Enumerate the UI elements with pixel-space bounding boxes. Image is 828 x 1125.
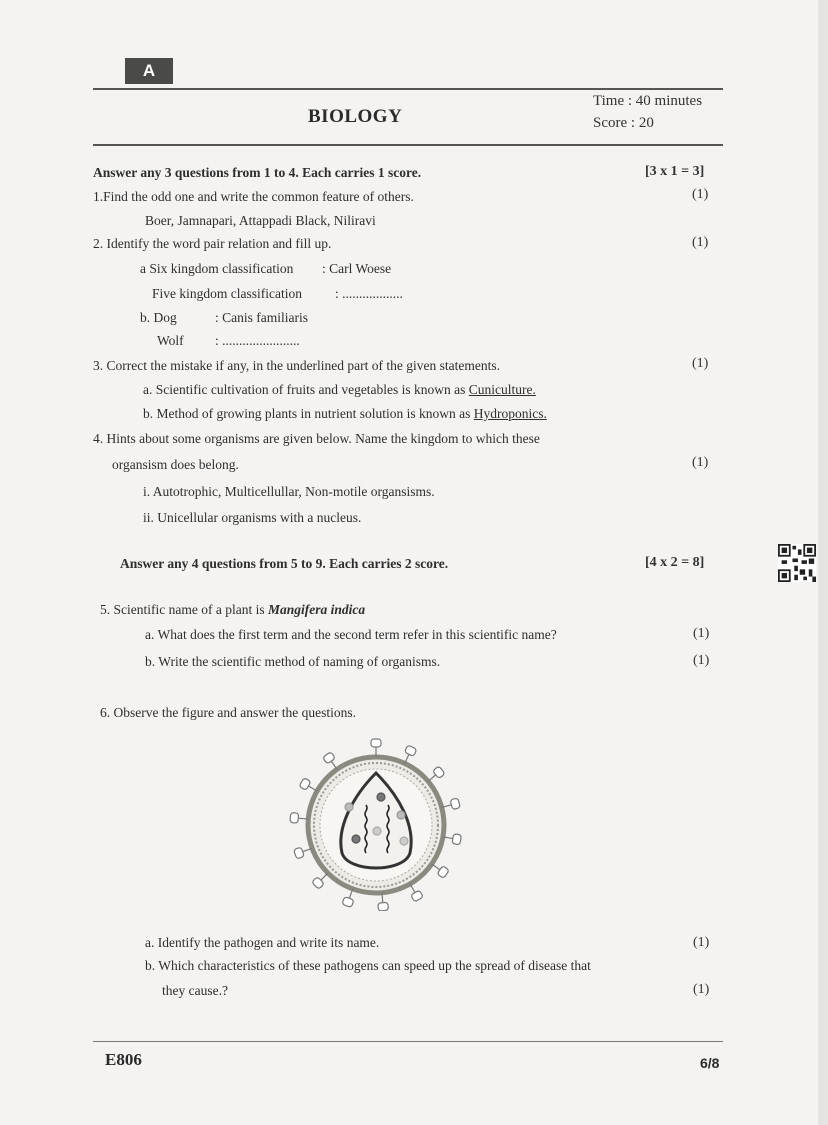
question-2: 2. Identify the word pair relation and fill up. — [93, 236, 332, 251]
pair-b2-left: Wolf — [157, 333, 184, 348]
section2-instruction: Answer any 4 questions from 5 to 9. Each carries 2 score. — [120, 556, 449, 571]
pair-a2-right: : .................. — [335, 286, 403, 301]
question-1: 1.Find the odd one and write the common feature of others. — [93, 189, 414, 204]
question-4-item-i: i. Autotrophic, Multicellullar, Non-motile organsisms. — [143, 484, 435, 499]
header-bottom-rule — [93, 144, 723, 146]
question-3b-text: b. Method of growing plants in nutrient solution is known as — [143, 406, 474, 421]
pair-a-left: a Six kingdom classification — [140, 261, 294, 276]
header-top-rule — [93, 88, 723, 90]
pair-b2-right: : ....................... — [215, 333, 300, 348]
question-4-mark: (1) — [692, 455, 709, 470]
page-number: 6/8 — [700, 1055, 720, 1071]
pair-b-left: b. Dog — [140, 310, 177, 325]
question-6b-line2: they cause.? — [162, 983, 228, 998]
question-6b-mark: (1) — [693, 982, 710, 997]
question-5 — [100, 602, 365, 618]
question-5b-mark: (1) — [693, 653, 710, 668]
question-4-line2: organsism does belong. — [112, 457, 239, 472]
question-2-mark: (1) — [692, 235, 709, 250]
time-label: Time : 40 minutes — [593, 93, 703, 109]
pair-b-right: : Canis familiaris — [215, 310, 308, 325]
question-4-item-ii: ii. Unicellular organisms with a nucleus. — [143, 510, 362, 525]
set-code-badge: A — [125, 58, 173, 84]
question-5a: a. What does the first term and the second term refer in this scientific name? — [145, 627, 557, 642]
question-3: 3. Correct the mistake if any, in the underlined part of the given statements. — [93, 358, 501, 373]
question-3b-underlined: Hydroponics. — [473, 406, 547, 421]
question-3a-text: a. Scientific cultivation of fruits and vegetables is known as — [143, 382, 469, 397]
question-5-text: 5. Scientific name of a plant is — [100, 602, 268, 617]
question-6: 6. Observe the figure and answer the questions. — [100, 705, 357, 720]
pair-a-right: : Carl Woese — [322, 261, 392, 276]
question-3a-underlined: Cuniculture. — [468, 382, 536, 397]
question-3a — [143, 382, 536, 398]
paper-code: E806 — [105, 1050, 142, 1069]
page-edge — [818, 0, 828, 1125]
scientific-name: Mangifera indica — [267, 602, 366, 617]
question-3-mark: (1) — [692, 356, 709, 371]
virus-diagram — [288, 735, 464, 911]
question-6a-mark: (1) — [693, 935, 710, 950]
footer-rule — [93, 1041, 723, 1042]
section2-marks: [4 x 2 = 8] — [645, 555, 705, 570]
qr-code — [778, 544, 816, 582]
question-1-items: Boer, Jamnapari, Attappadi Black, Niliravi — [145, 213, 376, 228]
question-5b: b. Write the scientific method of naming of organisms. — [145, 654, 441, 669]
subject-title: BIOLOGY — [308, 106, 403, 127]
score-label: Score : 20 — [593, 115, 654, 131]
section1-instruction: Answer any 3 questions from 1 to 4. Each carries 1 score. — [93, 165, 422, 180]
question-4: 4. Hints about some organisms are given below. Name the kingdom to which these — [93, 431, 540, 446]
question-6a: a. Identify the pathogen and write its name. — [145, 935, 380, 950]
question-5a-mark: (1) — [693, 626, 710, 641]
question-3b — [143, 406, 547, 422]
question-6b: b. Which characteristics of these pathogens can speed up the spread of disease that — [145, 958, 591, 973]
pair-a2-left: Five kingdom classification — [152, 286, 302, 301]
question-1-mark: (1) — [692, 187, 709, 202]
section1-marks: [3 x 1 = 3] — [645, 164, 705, 179]
